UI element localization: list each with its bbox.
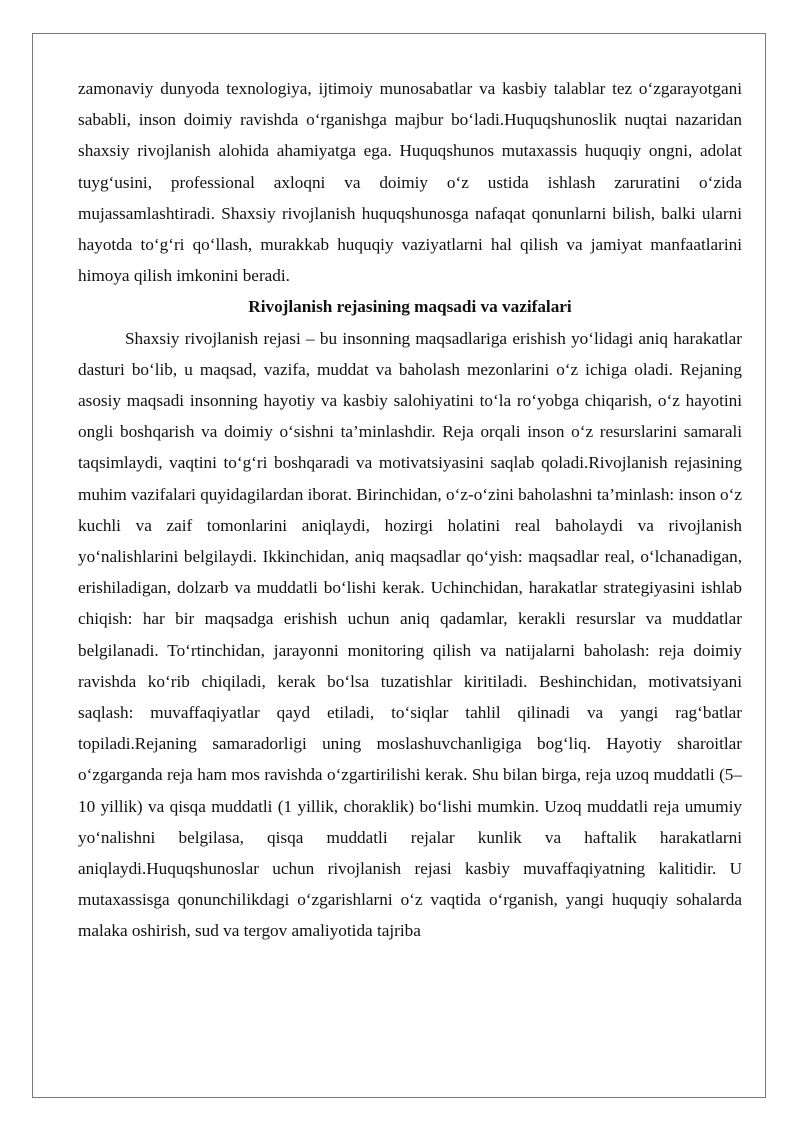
section-heading: Rivojlanish rejasining maqsadi va vazifalari [248,297,572,317]
paragraph-development-plan: Shaxsiy rivojlanish rejasi – bu insonning maqsadlariga erishish yo‘lidagi aniq harakatlar dasturi bo‘lib, u maqsad, vazifa, muddat va baholash mezonlarini o‘z ichiga oladi. Rejaning asosiy maqsadi insonning hayotiy va kasbiy salohiyatini to‘la ro‘yobga chiqarish, o‘z hayotini ongli boshqarish va doimiy o‘sishni ta’minlashdir. Reja orqali inson o‘z resurslarini samarali taqsimlaydi, vaqtini to‘g‘ri boshqaradi va motivatsiyasini saqlab qoladi.Rivojlanish rejasining muhim vazifalari quyidagilardan iborat. Birinchidan, o‘z-o‘zini baholashni ta’minlash: inson o‘z kuchli va zaif tomonlarini aniqlaydi, hozirgi holatini real baholaydi va rivojlanish yo‘nalishlarini belgilaydi. Ikkinchidan, aniq maqsadlar qo‘yish: maqsadlar real, o‘lchanadigan, erishiladigan, dolzarb va muddatli bo‘lishi kerak. Uchinchidan, harakatlar strategiyasini ishlab chiqish: har bir maqsadga erishish uchun aniq qadamlar, kerakli resurslar va muddatlar belgilanadi. To‘rtinchidan, jarayonni monitoring qilish va natijalarni baholash: reja doimiy ravishda ko‘rib chiqiladi, kerak bo‘lsa tuzatishlar kiritiladi. Beshinchidan, motivatsiyani saqlash: muvaffaqiyatlar qayd etiladi, to‘siqlar tahlil qilinadi va yangi rag‘batlar topiladi.Rejaning samaradorligi uning moslashuvchanligiga bog‘liq. Hayotiy sharoitlar o‘zgarganda reja ham mos ravishda o‘zgartirilishi kerak. Shu bilan birga, reja uzoq muddatli (5–10 yillik) va qisqa muddatli (1 yillik, choraklik) bo‘lishi mumkin. Uzoq muddatli reja umumiy yo‘nalishni belgilasa, qisqa muddatli rejalar kunlik va haftalik harakatlarni aniqlaydi.Huquqshunoslar uchun rivojlanish rejasi kasbiy muvaffaqiyatning kalitidir. U mutaxassisga qonunchilikdagi o‘zgarishlarni o‘z vaqtida o‘rganish, yangi huquqiy sohalarda malaka oshirish, sud va tergov amaliyotida tajriba [78,328,742,941]
document-body [78,73,742,947]
paragraph-intro-continuation: zamonaviy dunyoda texnologiya, ijtimoiy munosabatlar va kasbiy talablar tez o‘zgarayotgani sababli, inson doimiy ravishda o‘rganishga majbur bo‘ladi.Huquqshunoslik nuqtai nazaridan shaxsiy rivojlanish alohida ahamiyatga ega. Huquqshunos mutaxassis huquqiy ongni, adolat tuyg‘usini, professional axloqni va doimiy o‘z ustida ishlash zaruratini o‘zida mujassamlashtiradi. Shaxsiy rivojlanish huquqshunosga nafaqat qonunlarni bilish, balki ularni hayotda to‘g‘ri qo‘llash, murakkab huquqiy vaziyatlarni hal qilish va jamiyat manfaatlarini himoya qilish imkonini beradi. [78,79,742,286]
